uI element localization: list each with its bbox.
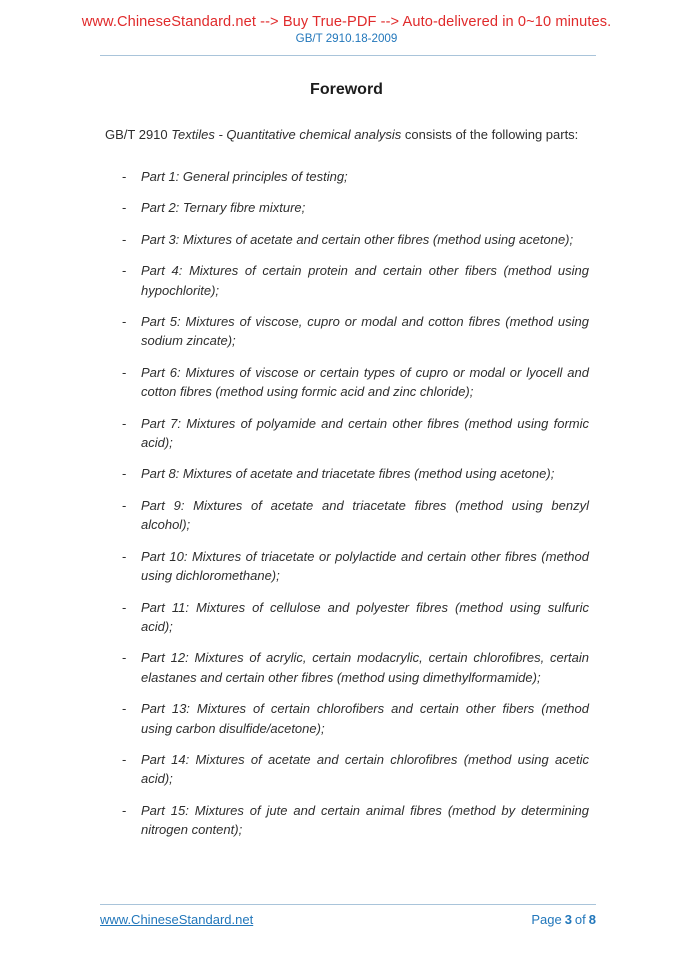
page-footer	[100, 904, 596, 927]
list-item-text: Part 4: Mixtures of certain protein and certain other fibers (method using hypochlorite);	[141, 263, 589, 298]
list-item	[105, 312, 589, 351]
list-item	[105, 547, 589, 586]
footer-website-link[interactable]: www.ChineseStandard.net	[100, 912, 254, 927]
list-item-text: Part 5: Mixtures of viscose, cupro or modal and cotton fibres (method using sodium zincate);	[141, 314, 589, 349]
list-dash: -	[122, 751, 127, 767]
list-item-text: Part 7: Mixtures of polyamide and certain other fibres (method using formic acid);	[141, 415, 589, 451]
list-item-text: Part 1: General principles of testing;	[141, 169, 348, 184]
list-dash: -	[122, 497, 127, 513]
list-dash: -	[122, 200, 127, 216]
list-item-text: Part 15: Mixtures of jute and certain animal fibres (method by determining nitrogen content);	[141, 802, 589, 838]
list-dash: -	[122, 599, 127, 615]
list-item-text: Part 10: Mixtures of triacetate or polylactide and certain other fibres (method using dichloromethane);	[141, 548, 589, 584]
list-item	[105, 750, 589, 789]
list-item	[105, 464, 589, 483]
list-item-text: Part 6: Mixtures of viscose or certain types of cupro or modal or lyocell and cotton fibres (method using formic acid and zinc chloride);	[141, 364, 589, 400]
list-item	[105, 801, 589, 840]
list-item	[105, 414, 589, 453]
intro-suffix: consists of the following parts:	[401, 127, 579, 142]
list-item	[105, 598, 589, 637]
page-current: 3	[564, 912, 572, 927]
list-item-text: Part 12: Mixtures of acrylic, certain modacrylic, certain chlorofibres, certain elastanes and certain other fibres (method using dimethylformamide);	[141, 650, 589, 685]
list-item	[105, 699, 589, 738]
list-dash: -	[122, 364, 127, 380]
list-item	[105, 230, 589, 249]
list-dash: -	[122, 415, 127, 431]
list-dash: -	[122, 169, 127, 184]
list-dash: -	[122, 231, 127, 247]
list-item	[105, 261, 589, 300]
list-item-text: Part 11: Mixtures of cellulose and polyester fibres (method using sulfuric acid);	[141, 599, 589, 634]
list-dash: -	[122, 650, 127, 666]
page-total: 8	[588, 912, 596, 927]
promo-banner-link[interactable]: www.ChineseStandard.net --> Buy True-PDF --> Auto-delivered in 0~10 minutes.	[81, 14, 612, 30]
list-dash: -	[122, 548, 127, 564]
list-item	[105, 363, 589, 402]
list-dash: -	[122, 701, 127, 717]
page-label: Page	[531, 912, 562, 927]
list-item-text: Part 9: Mixtures of acetate and triacetate fibres (method using benzyl alcohol);	[141, 497, 589, 533]
list-item-text: Part 14: Mixtures of acetate and certain chlorofibres (method using acetic acid);	[141, 751, 589, 787]
intro-standard-title: Textiles - Quantitative chemical analysis	[171, 127, 402, 142]
footer-divider	[100, 904, 596, 905]
list-item	[105, 496, 589, 535]
list-item-text: Part 2: Ternary fibre mixture;	[141, 200, 306, 216]
standard-number: GB/T 2910.18-2009	[295, 32, 398, 45]
list-dash: -	[122, 466, 127, 482]
header-divider	[100, 55, 596, 56]
document-body	[105, 125, 589, 840]
parts-list	[105, 167, 589, 840]
intro-paragraph	[105, 125, 589, 144]
list-item-text: Part 8: Mixtures of acetate and triacetate fibres (method using acetone);	[141, 466, 555, 482]
list-dash: -	[122, 314, 127, 330]
list-item	[105, 648, 589, 687]
page-indicator	[528, 912, 596, 927]
list-item-text: Part 3: Mixtures of acetate and certain other fibres (method using acetone);	[141, 231, 574, 247]
list-item	[105, 167, 589, 186]
list-item-text: Part 13: Mixtures of certain chlorofibers and certain other fibers (method using carbon disulfide/acetone);	[141, 701, 589, 736]
page-title: Foreword	[310, 81, 383, 98]
list-dash: -	[122, 263, 127, 279]
list-dash: -	[122, 802, 127, 818]
intro-prefix: GB/T 2910	[105, 127, 172, 142]
list-item	[105, 198, 589, 217]
page-of-label: of	[574, 912, 586, 927]
